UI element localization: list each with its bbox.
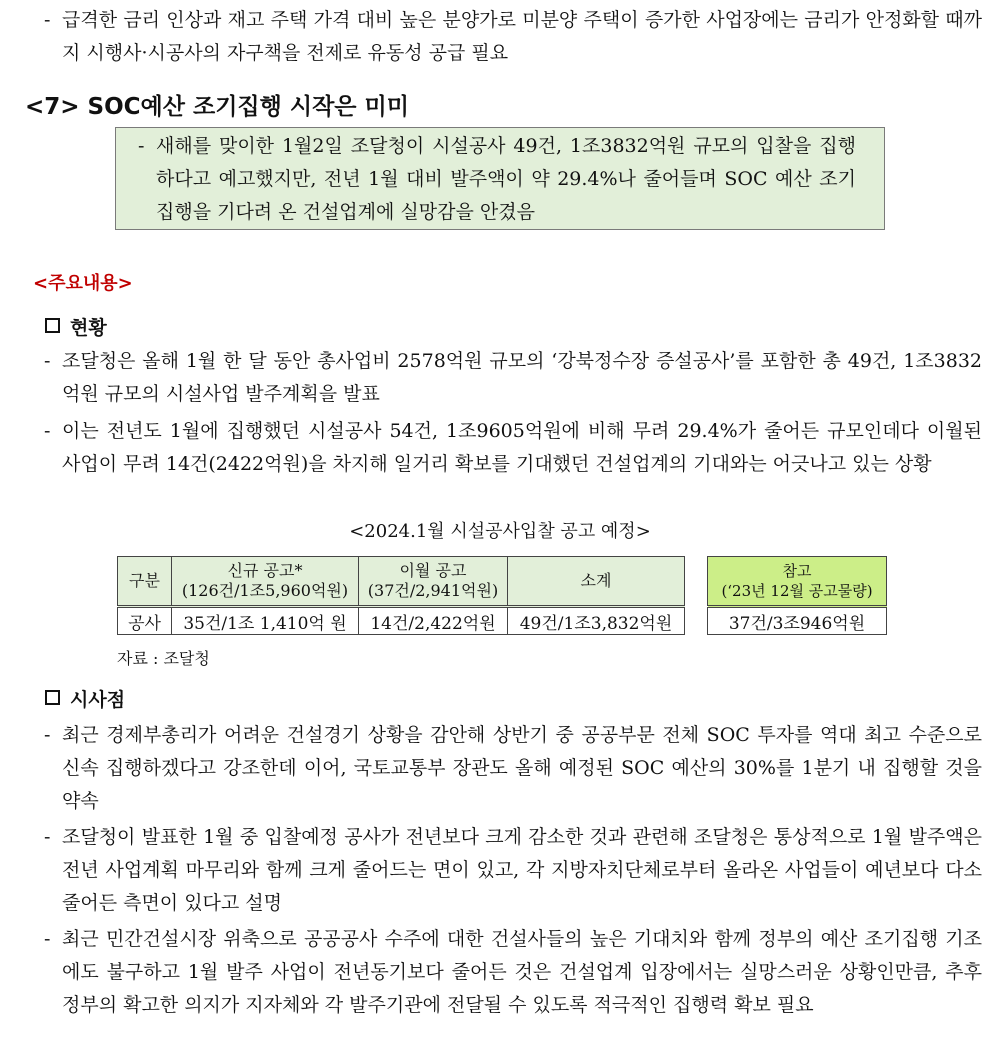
header-carryover-total: (37건/2,941억원) xyxy=(367,581,499,600)
implications-bullet-text: 최근 민간건설시장 위축으로 공공공사 수주에 대한 건설사들의 높은 기대치와 함께 정부의 예산 조기집행 기조에도 불구하고 1월 발주 사업이 전년동기보다 줄어든 것은 건설업계 입장에서는 실망스러운 상황인만큼, 추후 정부의 확고한 의지가 지자체와 각 발주기관에 전달될 수 있도록 적극적인 집행력 확보 필요 xyxy=(62,928,982,1016)
square-bullet-icon xyxy=(45,318,60,333)
header-category: 구분 xyxy=(118,557,172,607)
status-heading xyxy=(45,313,107,340)
section-title: <7> SOC예산 조기집행 시작은 미미 xyxy=(25,94,409,120)
table-caption: <2024.1월 시설공사입찰 공고 예정> xyxy=(349,521,651,542)
reference-label: 참고 xyxy=(782,562,812,580)
bullet-dash: - xyxy=(44,724,51,746)
cell-carryover: 14건/2,422억원 xyxy=(359,607,508,635)
reference-header-row xyxy=(708,557,887,607)
implications-bullet xyxy=(44,719,982,818)
status-bullet xyxy=(44,415,982,481)
implications-heading-text: 시사점 xyxy=(70,689,126,711)
header-subtotal: 소계 xyxy=(508,557,685,607)
square-bullet-icon xyxy=(45,690,60,705)
status-bullet xyxy=(44,345,982,411)
reference-value: 37건/3조946억원 xyxy=(708,607,887,635)
header-carryover-notice xyxy=(359,557,508,607)
header-carryover-label: 이월 공고 xyxy=(399,561,467,580)
table-header-row xyxy=(118,557,685,607)
implications-bullet xyxy=(44,923,982,1022)
bullet-dash: - xyxy=(44,826,51,848)
implications-bullet-text: 최근 경제부총리가 어려운 건설경기 상황을 감안해 상반기 중 공공부문 전체 SOC 투자를 역대 최고 수준으로 신속 집행하겠다고 강조한데 이어, 국토교통부 장관도 올해 예정된 SOC 예산의 30%를 1분기 내 집행할 것을 약속 xyxy=(62,724,982,812)
bid-schedule-table xyxy=(117,556,685,635)
cell-subtotal: 49건/1조3,832억원 xyxy=(508,607,685,635)
implications-bullet xyxy=(44,821,982,920)
summary-bullet xyxy=(138,130,856,229)
table-row xyxy=(118,607,685,635)
header-new-notice-label: 신규 공고* xyxy=(227,561,303,580)
reference-table xyxy=(707,556,887,635)
bullet-dash: - xyxy=(44,420,51,442)
bullet-dash: - xyxy=(44,928,51,950)
bullet-dash: - xyxy=(44,350,51,372)
bullet-dash: - xyxy=(44,9,51,31)
status-bullet-text: 이는 전년도 1월에 집행했던 시설공사 54건, 1조9605억원에 비해 무려 29.4%가 줄어든 규모인데다 이월된 사업이 무려 14건(2422억원)을 차지해 일거리 확보를 기대했던 건설업계의 기대와는 어긋나고 있는 상황 xyxy=(62,420,982,475)
status-bullet-text: 조달청은 올해 1월 한 달 동안 총사업비 2578억원 규모의 ‘강북정수장 증설공사’를 포함한 총 49건, 1조3832억원 규모의 시설사업 발주계획을 발표 xyxy=(62,350,982,405)
reference-period: (‘23년 12월 공고물량) xyxy=(721,582,873,600)
cell-category: 공사 xyxy=(118,607,172,635)
header-new-notice xyxy=(172,557,359,607)
intro-bullet-text: 급격한 금리 인상과 재고 주택 가격 대비 높은 분양가로 미분양 주택이 증가한 사업장에는 금리가 안정화할 때까지 시행사·시공사의 자구책을 전제로 유동성 공급 필요 xyxy=(62,9,982,64)
summary-box xyxy=(115,127,885,230)
cell-new-notice: 35건/1조 1,410억 원 xyxy=(172,607,359,635)
status-heading-text: 현황 xyxy=(70,317,107,339)
reference-header xyxy=(708,557,887,607)
main-content-label: <주요내용> xyxy=(33,273,133,294)
bullet-dash: - xyxy=(138,135,145,157)
implications-heading xyxy=(45,685,125,712)
summary-text: 새해를 맞이한 1월2일 조달청이 시설공사 49건, 1조3832억원 규모의 입찰을 집행하다고 예고했지만, 전년 1월 대비 발주액이 약 29.4%나 줄어들며 SOC 예산 조기 집행을 기다려 온 건설업계에 실망감을 안겼음 xyxy=(156,135,856,223)
intro-bullet xyxy=(44,4,982,70)
header-new-notice-total: (126건/1조5,960억원) xyxy=(181,581,349,600)
table-source: 자료 : 조달청 xyxy=(117,649,210,668)
reference-row xyxy=(708,607,887,635)
implications-bullet-text: 조달청이 발표한 1월 중 입찰예정 공사가 전년보다 크게 감소한 것과 관련해 조달청은 통상적으로 1월 발주액은 전년 사업계획 마무리와 함께 크게 줄어드는 면이 있고, 각 지방자치단체로부터 올라온 사업들이 예년보다 다소 줄어든 측면이 있다고 설명 xyxy=(62,826,982,914)
